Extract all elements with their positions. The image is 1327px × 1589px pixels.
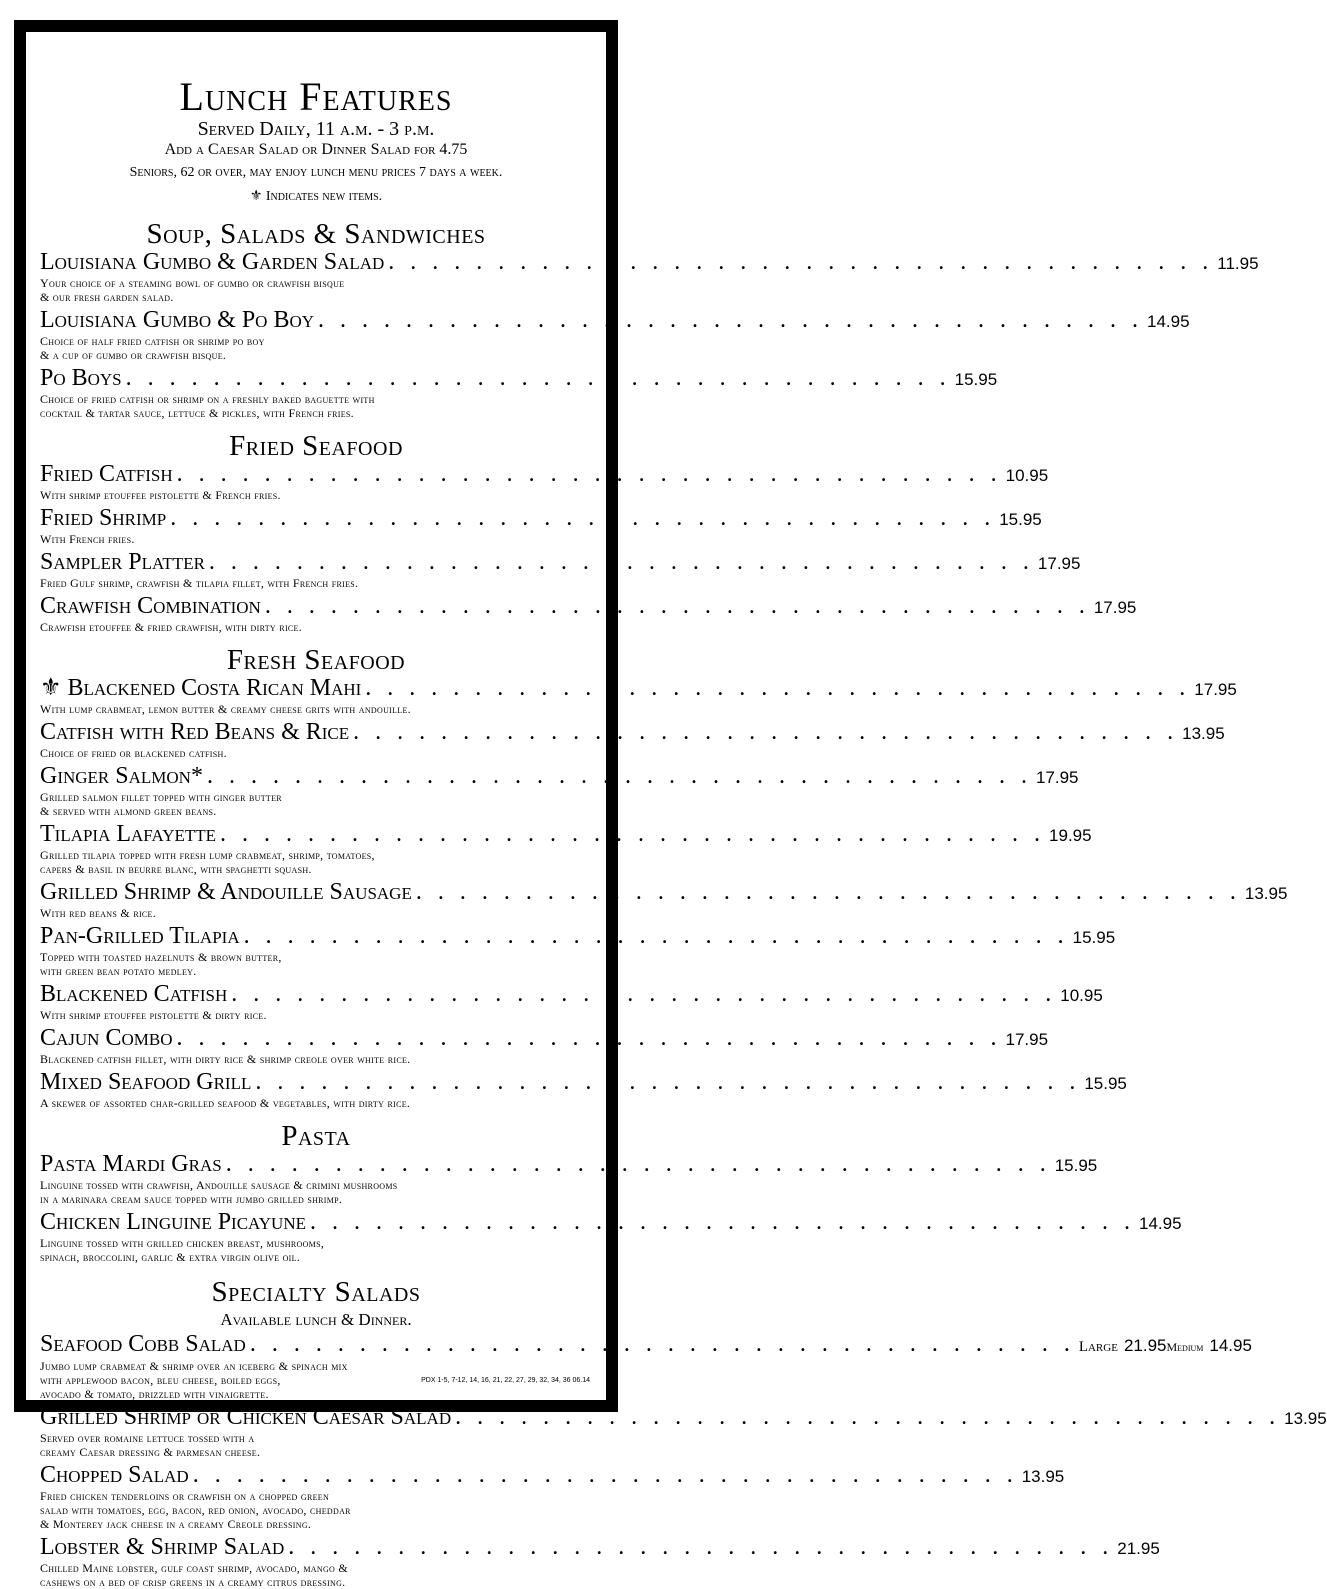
item-name: Grilled Shrimp & Andouille Sausage: [40, 879, 412, 905]
fleur-de-lis-icon: ⚜: [40, 675, 68, 701]
item-price: 14.95: [1138, 1214, 1182, 1233]
item-desc: Choice of half fried catfish or shrimp po boy: [40, 334, 265, 348]
item-desc: avocado & tomato, drizzled with vinaigrette.: [40, 1387, 269, 1401]
menu-item: [40, 675, 1237, 716]
seniors-note: Seniors, 62 or over, may enjoy lunch menu prices 7 days a week.: [129, 165, 503, 180]
page-title: Lunch Features: [179, 74, 453, 119]
item-desc: Blackened catfish fillet, with dirty rice & shrimp creole over white rice.: [40, 1052, 411, 1066]
item-desc: Linguine tossed with grilled chicken breast, mushrooms,: [40, 1236, 325, 1250]
item-desc: Chilled Maine lobster, gulf coast shrimp, avocado, mango &: [40, 1561, 349, 1575]
item-price: 13.95: [1182, 724, 1225, 743]
item-name: Seafood Cobb Salad: [40, 1331, 246, 1357]
leader-dots: . . . . . . . . . . . . . . . . . . . . . . . . . . . . . . . . . . . . . .: [192, 1462, 1018, 1488]
item-price: 15.95: [954, 370, 998, 389]
leader-dots: . . . . . . . . . . . . . . . . . . . . . . . . . . . . . . . . . . . . . .: [309, 1209, 1135, 1235]
item-desc: salad with tomatoes, egg, bacon, red onion, avocado, cheddar: [40, 1503, 351, 1517]
item-desc: Choice of fried catfish or shrimp on a freshly baked baguette with: [40, 392, 375, 406]
menu-item: [40, 307, 1190, 362]
item-desc: & a cup of gumbo or crawfish bisque.: [40, 348, 227, 362]
section-title-salads: Specialty Salads: [211, 1276, 421, 1308]
item-desc: Crawfish etouffee & fried crawfish, with dirty rice.: [40, 620, 303, 634]
item-price: 17.95: [1194, 680, 1237, 699]
leader-dots: . . . . . . . . . . . . . . . . . . . . . . . . . . . . . . . . . . . . . .: [243, 923, 1069, 949]
item-name: Pasta Mardi Gras: [40, 1151, 222, 1177]
menu-item: [40, 249, 1259, 304]
leader-dots: . . . . . . . . . . . . . . . . . . . . . . . . . . . . . . . . . . . . . .: [255, 1069, 1081, 1095]
leader-dots: . . . . . . . . . . . . . . . . . . . . . . . . . . . . . . . . . . . . . .: [125, 365, 951, 391]
item-desc: Jumbo lump crabmeat & shrimp over an iceberg & spinach mix: [40, 1359, 348, 1373]
item-desc: Fried Gulf shrimp, crawfish & tilapia fillet, with French fries.: [40, 576, 359, 590]
item-name: Tilapia Lafayette: [40, 821, 217, 847]
item-price: 10.95: [1005, 466, 1049, 485]
item-price: 13.95: [1284, 1409, 1327, 1428]
leader-dots: . . . . . . . . . . . . . . . . . . . . . . . . . . . . . . . . . . . . . .: [264, 593, 1090, 619]
item-desc: With shrimp etouffee pistolette & dirty rice.: [40, 1008, 267, 1022]
item-name: Mixed Seafood Grill: [40, 1069, 252, 1095]
item-desc: With shrimp etouffee pistolette & French fries.: [40, 488, 281, 502]
menu-item: [40, 981, 1103, 1022]
item-desc: Served over romaine lettuce tossed with a: [40, 1431, 255, 1445]
item-price: 10.95: [1060, 986, 1103, 1005]
leader-dots: . . . . . . . . . . . . . . . . . . . . . . . . . . . . . . . . . . . . . .: [225, 1151, 1051, 1177]
leader-dots: . . . . . . . . . . . . . . . . . . . . . . . . . . . . . . . . . . . . . .: [206, 763, 1032, 789]
item-desc: & Monterey jack cheese in a creamy Creole dressing.: [40, 1517, 312, 1531]
item-desc: Your choice of a steaming bowl of gumbo or crawfish bisque: [40, 276, 345, 290]
item-name: Blackened Costa Rican Mahi: [67, 675, 362, 701]
item-name: Chopped Salad: [40, 1462, 189, 1488]
item-price-large: 21.95: [1123, 1336, 1167, 1355]
item-price: 15.95: [1054, 1156, 1098, 1175]
leader-dots: . . . . . . . . . . . . . . . . . . . . . . . . . . . . . . . . . . . . . .: [388, 249, 1214, 275]
menu-item: [40, 505, 1042, 546]
leader-dots: . . . . . . . . . . . . . . . . . . . . . . . . . . . . . . . . . . . . . .: [415, 879, 1241, 905]
item-price: 15.95: [1072, 928, 1116, 947]
section-title-soup: Soup, Salads & Sandwiches: [146, 218, 486, 250]
item-price: 15.95: [999, 510, 1042, 529]
item-name: Pan-Grilled Tilapia: [40, 923, 240, 949]
leader-dots: . . . . . . . . . . . . . . . . . . . . . . . . . . . . . . . . . . . . . .: [288, 1534, 1114, 1560]
leader-dots: . . . . . . . . . . . . . . . . . . . . . . . . . . . . . . . . . . . . . .: [176, 461, 1002, 487]
new-items-text: Indicates new items.: [265, 189, 383, 204]
item-name: Ginger Salmon*: [40, 763, 203, 789]
item-price: 17.95: [1037, 554, 1081, 573]
leader-dots: . . . . . . . . . . . . . . . . . . . . . . . . . . . . . . . . . . . . . .: [353, 719, 1179, 745]
fleur-de-lis-icon: ⚜: [249, 189, 263, 204]
item-desc: with green bean potato medley.: [40, 964, 197, 978]
footer-code: PDX 1-5, 7-12, 14, 16, 21, 22, 27, 29, 32, 34, 36 06.14: [421, 1377, 590, 1384]
item-desc: & our fresh garden salad.: [40, 290, 174, 304]
item-desc: capers & basil in beurre blanc, with spaghetti squash.: [40, 862, 312, 876]
item-desc: With red beans & rice.: [40, 906, 157, 920]
section-title-fresh: Fresh Seafood: [226, 644, 406, 676]
menu-item: [40, 719, 1225, 760]
item-desc: A skewer of assorted char-grilled seafood & vegetables, with dirty rice.: [40, 1096, 411, 1110]
menu-item: [40, 923, 1116, 978]
item-price-medium: 14.95: [1209, 1336, 1252, 1355]
leader-dots: . . . . . . . . . . . . . . . . . . . . . . . . . . . . . . . . . . . . . .: [220, 821, 1046, 847]
leader-dots: . . . . . . . . . . . . . . . . . . . . . . . . . . . . . . . . . . . . . .: [176, 1025, 1002, 1051]
menu-item: [40, 1462, 1065, 1531]
menu-item: [40, 879, 1288, 920]
item-name: Lobster & Shrimp Salad: [40, 1534, 285, 1560]
item-desc: Choice of fried or blackened catfish.: [40, 746, 227, 760]
menu-item: [40, 1209, 1182, 1264]
section-title-pasta: Pasta: [281, 1120, 351, 1152]
leader-dots: . . . . . . . . . . . . . . . . . . . . . . . . . . . . . . . . . . . . . .: [318, 307, 1144, 333]
item-name: Louisiana Gumbo & Po Boy: [40, 307, 315, 333]
menu-item: [40, 593, 1137, 634]
menu-item: [40, 365, 998, 420]
item-desc: With lump crabmeat, lemon butter & creamy cheese grits with andouille.: [40, 702, 411, 716]
item-name: Grilled Shrimp or Chicken Caesar Salad: [40, 1404, 452, 1430]
item-price: 17.95: [1093, 598, 1137, 617]
new-items-note: [40, 188, 592, 206]
item-name: Fried Shrimp: [40, 505, 167, 531]
item-name: Blackened Catfish: [40, 981, 228, 1007]
menu-item: [40, 821, 1092, 876]
item-desc: spinach, broccolini, garlic & extra virgin olive oil.: [40, 1250, 301, 1264]
menu-item: [40, 1404, 1327, 1459]
menu-item: [40, 1534, 1160, 1589]
item-price: 13.95: [1244, 884, 1288, 903]
leader-dots: . . . . . . . . . . . . . . . . . . . . . . . . . . . . . . . . . . . . . .: [365, 675, 1191, 701]
item-desc: creamy Caesar dressing & parmesan cheese.: [40, 1445, 261, 1459]
section-subtitle-salads: Available lunch & Dinner.: [220, 1310, 412, 1329]
item-desc: cocktail & tartar sauce, lettuce & pickles, with French fries.: [40, 406, 354, 420]
menu-item: [40, 549, 1081, 590]
menu-item: [40, 1331, 1252, 1401]
item-price: 21.95: [1117, 1539, 1160, 1558]
addon-note: Add a Caesar Salad or Dinner Salad for 4.75: [164, 141, 468, 158]
item-price: 19.95: [1049, 826, 1092, 845]
item-name: Po Boys: [40, 365, 122, 391]
menu-item: [40, 461, 1049, 502]
item-desc: Linguine tossed with crawfish, Andouille sausage & crimini mushrooms: [40, 1178, 398, 1192]
item-desc: Topped with toasted hazelnuts & brown butter,: [40, 950, 282, 964]
menu-item: [40, 1151, 1098, 1206]
menu-item: [40, 1025, 1049, 1066]
item-desc: Grilled salmon fillet topped with ginger butter: [40, 790, 282, 804]
item-price: 14.95: [1147, 312, 1190, 331]
item-price: 17.95: [1005, 1030, 1049, 1049]
item-price: 13.95: [1021, 1467, 1065, 1486]
leader-dots: . . . . . . . . . . . . . . . . . . . . . . . . . . . . . . . . . . . . . .: [208, 549, 1034, 575]
item-name: Louisiana Gumbo & Garden Salad: [40, 249, 385, 275]
item-desc: Grilled tilapia topped with fresh lump crabmeat, shrimp, tomatoes,: [40, 848, 375, 862]
leader-dots: . . . . . . . . . . . . . . . . . . . . . . . . . . . . . . . . . . . . . .: [455, 1404, 1281, 1430]
leader-dots: . . . . . . . . . . . . . . . . . . . . . . . . . . . . . . . . . . . . . .: [249, 1331, 1075, 1357]
item-desc: With French fries.: [40, 532, 135, 546]
item-price: 11.95: [1217, 254, 1259, 273]
item-name: Chicken Linguine Picayune: [40, 1209, 306, 1235]
menu-content: [40, 46, 1327, 1589]
item-desc: cashews on a bed of crisp greens in a creamy citrus dressing.: [40, 1575, 346, 1589]
item-desc: Fried chicken tenderloins or crawfish on a chopped green: [40, 1489, 330, 1503]
item-name: Sampler Platter: [40, 549, 205, 575]
served-hours: Served Daily, 11 a.m. - 3 p.m.: [197, 118, 435, 140]
section-title-fried: Fried Seafood: [229, 430, 403, 462]
size-label-large: Large: [1078, 1339, 1118, 1355]
item-name: Catfish with Red Beans & Rice: [40, 719, 350, 745]
menu-item: [40, 1069, 1127, 1110]
item-desc: with applewood bacon, bleu cheese, boiled eggs,: [40, 1373, 281, 1387]
item-name: Fried Catfish: [40, 461, 173, 487]
item-desc: & served with almond green beans.: [40, 804, 217, 818]
item-price: 15.95: [1084, 1074, 1127, 1093]
item-desc: in a marinara cream sauce topped with jumbo grilled shrimp.: [40, 1192, 343, 1206]
item-name: Cajun Combo: [40, 1025, 173, 1051]
menu-border: [14, 20, 1327, 1589]
item-name: Crawfish Combination: [40, 593, 261, 619]
menu-item: [40, 763, 1079, 818]
leader-dots: . . . . . . . . . . . . . . . . . . . . . . . . . . . . . . . . . . . . . .: [231, 981, 1057, 1007]
size-label-medium: Medium: [1166, 1340, 1204, 1354]
item-price: 17.95: [1035, 768, 1079, 787]
leader-dots: . . . . . . . . . . . . . . . . . . . . . . . . . . . . . . . . . . . . . .: [170, 505, 996, 531]
